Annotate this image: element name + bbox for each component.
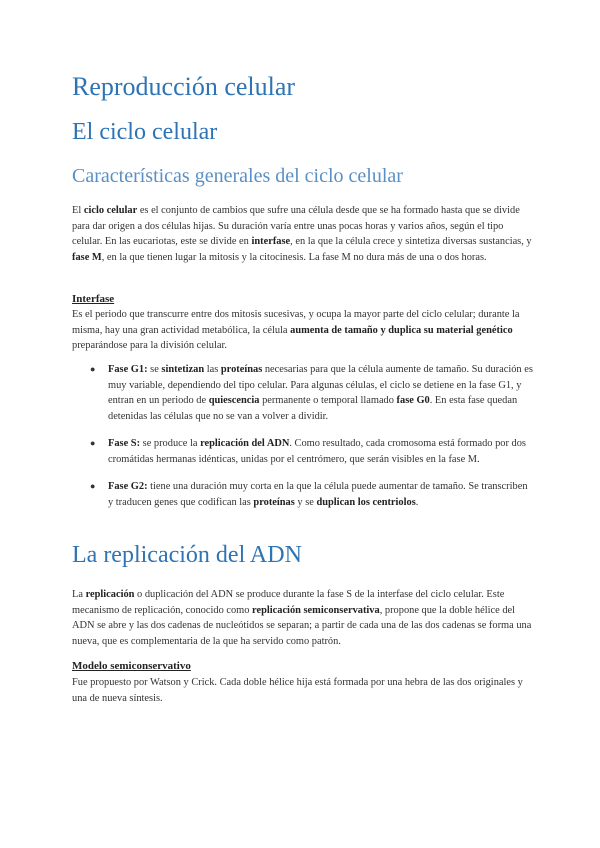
paragraph-ciclo-intro: El ciclo celular es el conjunto de cambios que sufre una célula desde que se ha formado hasta que se divide para dar origen a dos células hijas. Su duración varía entre unas pocas horas y varios años, según el tipo celular. En las eucariotas, este se divide en interfase, en la que la célula crece y sintetiza diversas sustancias, y fase M, en la que tienen lugar la mitosis y la citocinesis. La fase M no dura más de una o dos horas. [72, 205, 532, 263]
bullet-icon: ● [90, 438, 96, 448]
term-ciclo-celular: ciclo celular [83, 205, 138, 216]
list-item-fase-g2: ● Fase G2: tiene una duración muy corta en la que la célula puede aumentar de tamaño. Se transcriben y traducen genes que codifican las proteínas y se duplican los centriolos. [90, 481, 528, 508]
term-fase-m: fase M [72, 251, 102, 263]
phase-label: Fase G2: [108, 481, 148, 492]
subheading-interfase: Interfase [72, 293, 115, 305]
list-item-fase-g1: ● Fase G1: se sintetizan las proteínas necesarias para que la célula aumente de tamaño. Su duración es muy variable, dependiendo del tipo celular. Para algunas células, el ciclo se detiene en la fase G1, y entran en un periodo de quiescencia permanente o temporal llamado fase G0. En esta fase quedan detenidas las células que no se van a volver a dividir. [90, 364, 533, 422]
term-replicacion: replicación [85, 589, 135, 600]
phase-label: Fase S: [108, 438, 141, 449]
heading-caracteristicas: Características generales del ciclo celular [72, 165, 403, 187]
term-aumenta-duplica: aumenta de tamaño y duplica su material genético [290, 324, 513, 336]
list-item-fase-s: ● Fase S: se produce la replicación del ADN. Como resultado, cada cromosoma está formado por dos cromátidas hermanas idénticas, unidas por el centrómero, que serán visibles en la fase M. [90, 438, 526, 465]
paragraph-interfase: Es el periodo que transcurre entre dos mitosis sucesivas, y ocupa la mayor parte del ciclo celular; durante la misma, hay una gran actividad metabólica, la célula aumenta de tamaño y duplica su material genético preparándose para la división celular. [72, 309, 520, 351]
bullet-icon: ● [90, 481, 96, 491]
document-title: Reproducción celular [72, 72, 296, 101]
term-replicacion-semiconservativa: replicación semiconservativa [252, 604, 380, 616]
bullet-icon: ● [90, 364, 96, 374]
phase-label: Fase G1: [108, 364, 148, 375]
term-interfase: interfase [251, 236, 291, 247]
paragraph-modelo: Fue propuesto por Watson y Crick. Cada doble hélice hija está formada por una hebra de las dos originales y una de nueva síntesis. [72, 677, 523, 704]
paragraph-replicacion: La replicación o duplicación del ADN se produce durante la fase S de la interfase del ciclo celular. Este mecanismo de replicación, conocido como replicación semiconservativa, propone que la doble hélice del ADN se abre y las dos cadenas de nucleótidos se separan; a partir de cada una de las dos cadenas se forma una nueva, que es complementaria de la que ha servido como patrón. [72, 589, 532, 647]
phases-list [90, 362, 534, 522]
heading-replicacion-adn: La replicación del ADN [72, 542, 302, 568]
subheading-modelo: Modelo semiconservativo [72, 660, 191, 672]
heading-ciclo-celular: El ciclo celular [72, 119, 218, 145]
